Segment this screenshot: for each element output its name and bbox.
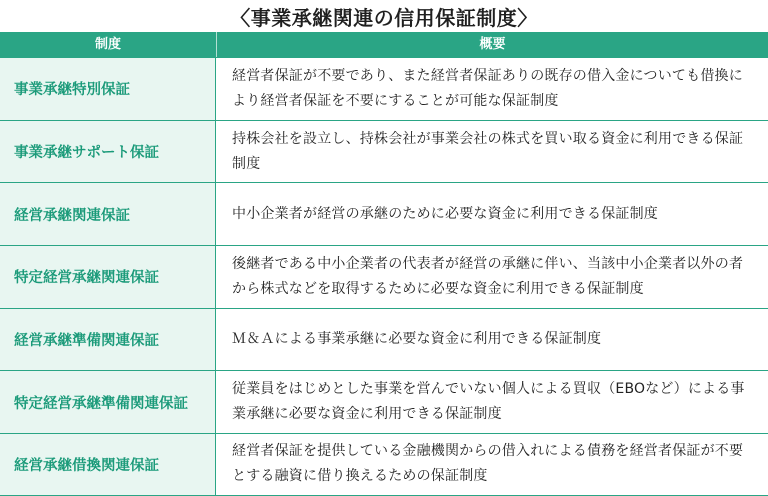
table-row xyxy=(0,182,768,245)
header-overview: 概要 xyxy=(216,32,768,57)
table-row xyxy=(0,433,768,496)
table-row xyxy=(0,308,768,371)
page-title: 〈事業承継関連の信用保証制度〉 xyxy=(230,6,538,30)
table-row xyxy=(0,120,768,183)
guarantee-table xyxy=(0,32,768,496)
system-description: 中小企業者が経営の承継のために必要な資金に利用できる保証制度 xyxy=(232,205,658,222)
system-name: 事業承継特別保証 xyxy=(0,58,216,120)
table-header-row xyxy=(0,32,768,57)
table-row xyxy=(0,57,768,120)
system-description: 従業員をはじめとした事業を営んでいない個人による買収（EBOなど）による事業承継に必要な資金に利用できる保証制度 xyxy=(232,381,745,423)
table-row xyxy=(0,370,768,433)
table-row xyxy=(0,245,768,308)
header-system: 制度 xyxy=(94,37,121,52)
system-description: 経営者保証が不要であり、また経営者保証ありの既存の借入金についても借換により経営者保証を不要にすることが可能な保証制度 xyxy=(232,67,743,109)
system-name: 特定経営承継準備関連保証 xyxy=(0,371,216,433)
system-description: 後継者である中小企業者の代表者が経営の承継に伴い、当該中小企業者以外の者から株式などを取得するために必要な資金に利用できる保証制度 xyxy=(232,255,744,297)
system-name: 事業承継サポート保証 xyxy=(0,121,216,183)
system-description: 経営者保証を提供している金融機関からの借入れによる債務を経営者保証が不要とする融資に借り換えるための保証制度 xyxy=(232,443,744,485)
system-name: 経営承継関連保証 xyxy=(0,183,216,245)
system-name: 経営承継借換関連保証 xyxy=(0,434,216,495)
system-name: 特定経営承継関連保証 xyxy=(0,246,216,308)
system-description: 持株会社を設立し、持株会社が事業会社の株式を買い取る資金に利用できる保証制度 xyxy=(232,130,744,172)
system-name: 経営承継準備関連保証 xyxy=(0,309,216,371)
system-description: Ｍ＆Ａによる事業承継に必要な資金に利用できる保証制度 xyxy=(232,331,602,348)
